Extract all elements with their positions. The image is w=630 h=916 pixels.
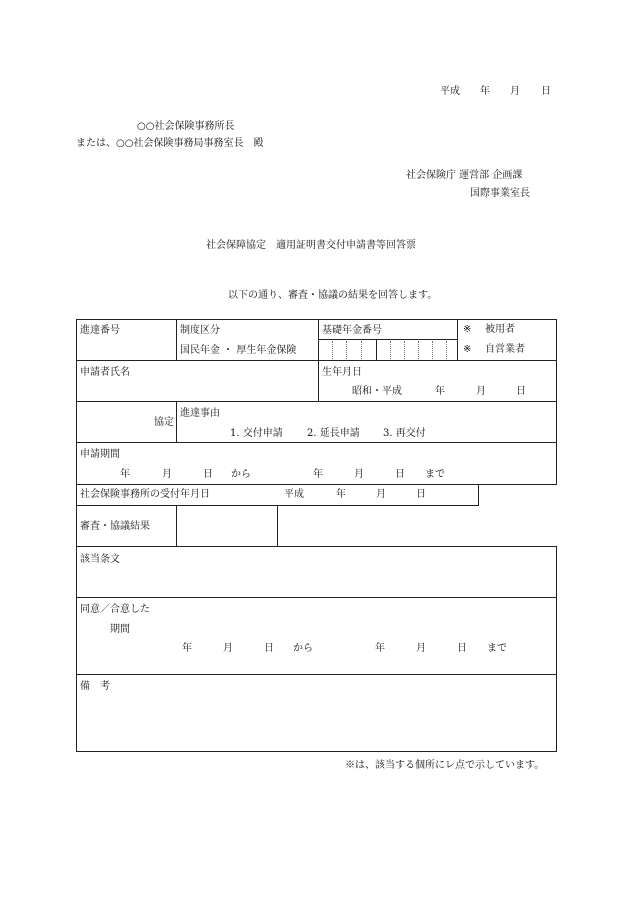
label-shinsei-kikan: 申請期間 [80,449,120,460]
jiyuu-option-2: 2. 延長申請 [307,428,360,439]
period-month-1: 月 [162,469,172,480]
label-shinsa-kekka: 審査・協議結果 [80,521,150,532]
option-jieigyousha: 自営業者 [485,344,525,355]
doui-year-2: 年 [375,643,385,654]
label-shintatsu-bango: 進達番号 [80,325,120,336]
doui-day-2: 日 [457,643,467,654]
birth-day: 日 [516,386,526,397]
label-shintatsu-jiyuu: 進達事由 [180,408,220,419]
page-title: 社会保障協定 適用証明書交付申請書等回答票 [206,240,416,251]
label-uketsuke: 社会保険事務所の受付年月日 [80,489,210,500]
doui-year-1: 年 [182,643,192,654]
sender-line1: 社会保険庁 運営部 企画課 [406,170,523,181]
period-from: から [231,469,251,480]
option-hiyousha: 被用者 [485,324,515,335]
footnote: ※は、該当する個所にレ点で示しています。 [345,760,545,771]
uketsuke-day: 日 [416,489,426,500]
doui-month-2: 月 [416,643,426,654]
sender-line2: 国際事業室長 [470,188,530,199]
uketsuke-era: 平成 [284,489,304,500]
period-day-2: 日 [395,469,405,480]
date-day: 日 [541,86,551,97]
intro-text: 以下の通り、審査・協議の結果を回答します。 [228,290,438,301]
label-gaitou-joubun: 該当条文 [80,554,120,565]
mark-jieigyousha: ※ [463,344,472,355]
label-kiso-nenkin-bango: 基礎年金番号 [322,325,382,336]
period-until: まで [425,469,445,480]
date-era: 平成 [440,86,460,97]
birth-era: 昭和・平成 [352,386,402,397]
period-year-1: 年 [120,469,130,480]
date-month: 月 [510,86,520,97]
birth-month: 月 [476,386,486,397]
jiyuu-option-1: 1. 交付申請 [230,428,283,439]
jiyuu-option-3: 3. 再交付 [383,428,426,439]
date-year: 年 [480,86,490,97]
doui-from: から [293,643,313,654]
doui-month-1: 月 [223,643,233,654]
label-doui-line2: 期間 [110,624,130,635]
seido-options: 国民年金 ・ 厚生年金保険 [180,345,297,356]
uketsuke-year: 年 [336,489,346,500]
addressee-line1: ○○社会保険事務所長 [137,121,235,132]
period-year-2: 年 [313,469,323,480]
period-month-2: 月 [354,469,364,480]
label-doui-line1: 同意／合意した [80,604,150,615]
uketsuke-month: 月 [376,489,386,500]
doui-until: まで [487,643,507,654]
period-day-1: 日 [203,469,213,480]
label-seido-kubun: 制度区分 [180,325,220,336]
label-kyoutei: 協定 [154,417,174,428]
label-shinseisha-shimei: 申請者氏名 [80,367,130,378]
label-seinengappi: 生年月日 [322,367,362,378]
birth-year: 年 [435,386,445,397]
mark-hiyousha: ※ [463,324,472,335]
doui-day-1: 日 [264,643,274,654]
label-bikou: 備 考 [80,681,110,692]
addressee-line2: または、○○社会保険事務局事務室長 殿 [76,138,264,149]
